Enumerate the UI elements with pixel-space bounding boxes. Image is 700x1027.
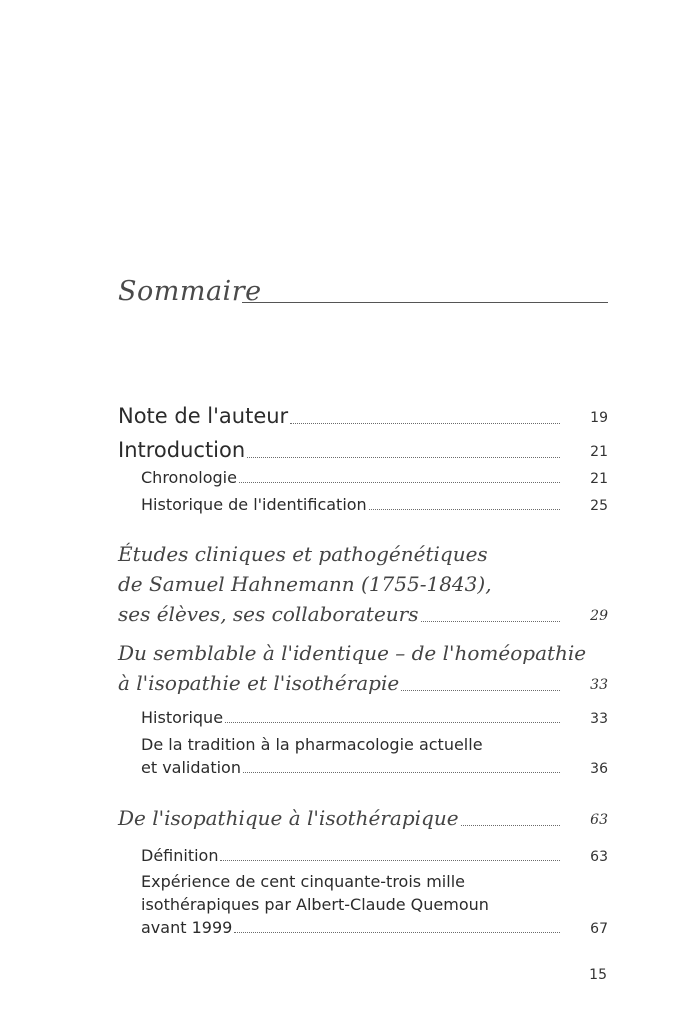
dot-leader (461, 823, 560, 826)
toc-entry-page: 63 (590, 849, 608, 865)
toc-entry-label: Définition (141, 846, 219, 865)
toc-entry-label: Chronologie (141, 468, 237, 487)
title-underline (242, 302, 608, 303)
toc-entry-label: à l'isopathie et l'isothérapie (118, 671, 400, 695)
page-number: 15 (589, 967, 607, 983)
toc-title: Sommaire (118, 276, 262, 307)
toc-entry-label: Historique (141, 708, 224, 727)
toc-entry-page: 67 (590, 921, 608, 937)
dot-leader (239, 480, 560, 483)
dot-leader (247, 455, 560, 458)
toc-entry-label: Note de l'auteur (118, 404, 289, 428)
toc-entry-label-line: De la tradition à la pharmacologie actuelle (141, 735, 483, 754)
toc-entry-label-line: Du semblable à l'identique – de l'homéopathie (118, 641, 587, 665)
toc-entry-page: 29 (590, 608, 608, 624)
toc-entry-label: ses élèves, ses collaborateurs (118, 602, 419, 626)
toc-entry-page: 36 (590, 761, 608, 777)
toc-entry-page: 63 (590, 812, 608, 828)
dot-leader (421, 619, 561, 622)
toc-entry-page: 21 (590, 444, 608, 460)
toc-entry-page: 21 (590, 471, 608, 487)
toc-entry-label-line: Expérience de cent cinquante-trois mille (141, 872, 465, 891)
dot-leader (220, 858, 560, 861)
toc-entry-page: 25 (590, 498, 608, 514)
toc-entry-page: 33 (590, 677, 608, 693)
toc-entry-label: Introduction (118, 438, 246, 462)
dot-leader (290, 421, 560, 424)
toc-header (118, 276, 608, 310)
dot-leader (234, 930, 560, 933)
toc-entry-page: 19 (590, 410, 608, 426)
dot-leader (225, 720, 560, 723)
dot-leader (243, 770, 560, 773)
toc-entry-label-line: Études cliniques et pathogénétiques (118, 542, 488, 566)
toc-entry-label-line: isothérapiques par Albert-Claude Quemoun (141, 895, 489, 914)
dot-leader (369, 507, 560, 510)
toc-entry-label: De l'isopathique à l'isothérapique (118, 806, 459, 830)
toc-entry-label-line: de Samuel Hahnemann (1755-1843), (118, 572, 492, 596)
dot-leader (401, 688, 560, 691)
toc-entry-label: Historique de l'identification (141, 495, 367, 514)
toc-entry-label: avant 1999 (141, 918, 233, 937)
toc-entry-page: 33 (590, 711, 608, 727)
toc-entry-label: et validation (141, 758, 241, 777)
